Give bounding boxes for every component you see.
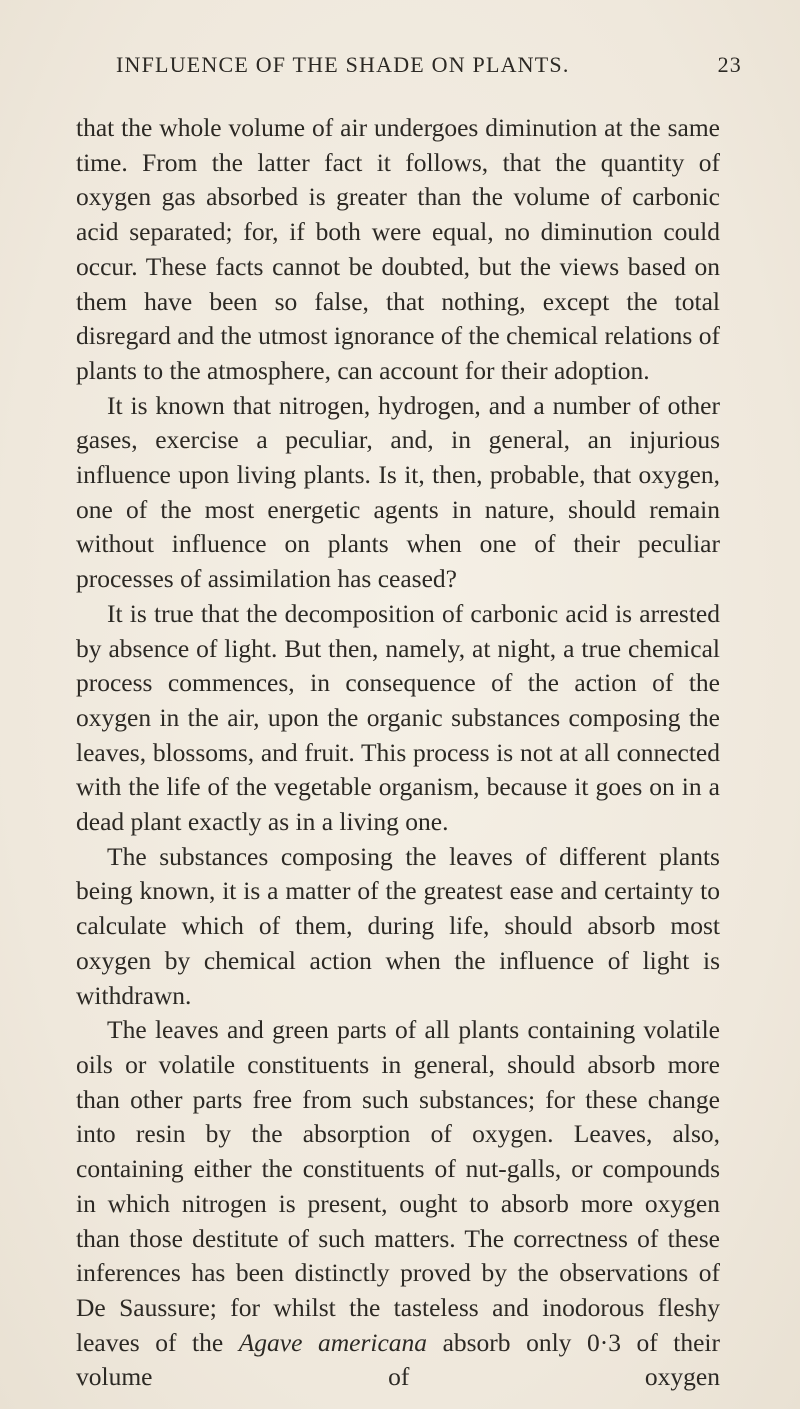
paragraph-3: It is true that the decomposition of carbonic acid is arrested by absence of light. But then, namely, at night, a true chemical process commences, in consequence of the action of the oxygen in the air, upon the organic substances composing the leaves, blossoms, and fruit. This process is not at all connected with the life of the vegetable organism, because it goes on in a dead plant exactly as in a living one. (76, 598, 720, 837)
paragraph-4: The substances composing the leaves of different plants being known, it is a matter of the greatest ease and certainty to calculate which of them, during life, should absorb most oxygen by chemical action when the influence of light is withdrawn. (76, 841, 720, 1010)
paragraph-1: that the whole volume of air undergoes diminution at the same time. From the latter fact it follows, that the quantity of oxygen gas absorbed is greater than the volume of carbonic acid separated; for, if both were equal, no diminution could occur. These facts cannot be doubted, but the views based on them have been so false, that nothing, except the total disregard and the utmost ignorance of the chemical relations of plants to the atmosphere, can account for their adoption. (76, 113, 720, 385)
body-text (76, 111, 720, 1395)
page-number: 23 (717, 52, 742, 77)
species-name: Agave americana (238, 1327, 428, 1357)
paragraph-5-text-before: The leaves and green parts of all plants containing volatile oils or volatile constituents in general, should absorb more than other parts free from such substances; for these change into resin by the absorption of oxygen. Leaves, also, containing either the constituents of nut-galls, or compounds in which nitrogen is present, ought to absorb more oxygen than those destitute of such matters. The correctness of these inferences has been distinctly proved by the observations of De Saussure; for whilst the tasteless and inodorous fleshy leaves of the (76, 1015, 720, 1357)
running-head-title: INFLUENCE OF THE SHADE ON PLANTS. (116, 52, 570, 77)
paragraph-5 (76, 1013, 720, 1395)
paragraph-2: It is known that nitrogen, hydrogen, and a number of other gases, exercise a peculiar, and, in general, an injurious influence upon living plants. Is it, then, probable, that oxygen, one of the most energetic agents in nature, should remain without influence on plants when one of their peculiar processes of assimilation has ceased? (76, 390, 720, 594)
paragraph-5-text-after: absorb only 0·3 of their volume of oxygen (76, 1327, 720, 1392)
